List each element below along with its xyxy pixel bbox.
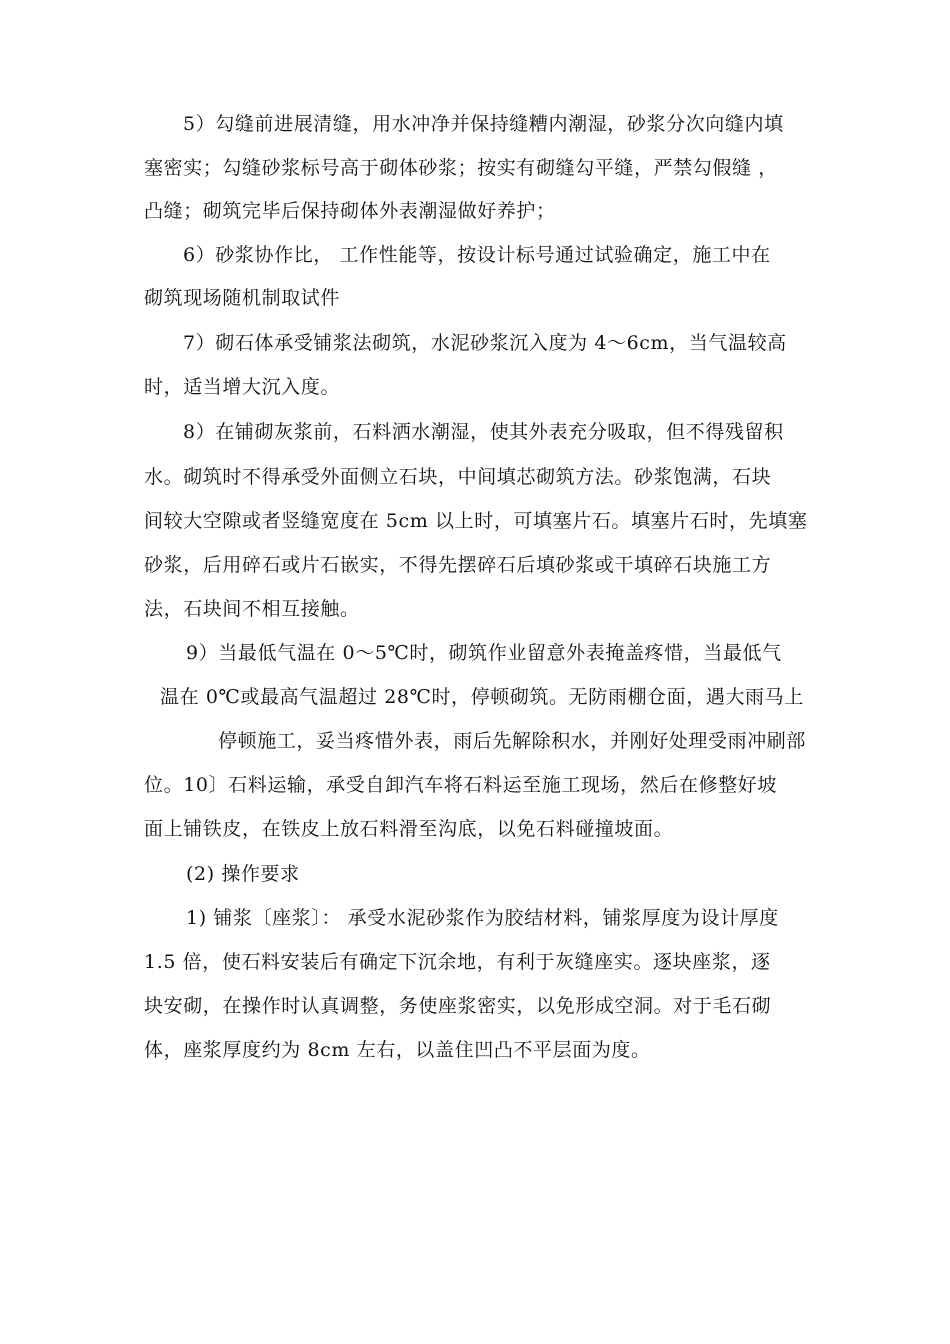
text-line: 凸缝；砌筑完毕后保持砌体外表潮湿做好养护； <box>144 200 556 222</box>
text-line: 砂浆，后用碎石或片石嵌实，不得先摆碎石后填砂浆或干填碎石块施工方 <box>144 554 772 576</box>
text-line: 间较大空隙或者竖缝宽度在 5cm 以上时，可填塞片石。填塞片石时，先填塞 <box>144 510 808 532</box>
text-line: 8）在铺砌灰浆前，石料洒水潮湿，使其外表充分吸取，但不得残留积 <box>183 421 784 443</box>
text-line: 1) 铺浆〔座浆〕： 承受水泥砂浆作为胶结材料，铺浆厚度为设计厚度 <box>186 907 779 929</box>
section-heading: (2) 操作要求 <box>186 863 300 885</box>
text-line: 9）当最低气温在 0～5℃时，砌筑作业留意外表掩盖疼惜，当最低气 <box>186 642 782 664</box>
text-line: 砌筑现场随机制取试件 <box>144 287 341 309</box>
text-line: 面上铺铁皮，在铁皮上放石料滑至沟底，以免石料碰撞坡面。 <box>144 818 674 840</box>
text-line: 水。砌筑时不得承受外面侧立石块，中间填芯砌筑方法。砂浆饱满，石块 <box>144 466 772 488</box>
text-line: 位。10〕石料运输，承受自卸汽车将石料运至施工现场，然后在修整好坡 <box>144 774 777 796</box>
text-line: 1.5 倍，使石料安装后有确定下沉余地，有利于灰缝座实。逐块座浆，逐 <box>144 951 771 973</box>
text-line: 停顿施工，妥当疼惜外表，雨后先解除积水，并刚好处理受雨冲刷部 <box>218 730 807 752</box>
text-line: 6）砂浆协作比， 工作性能等，按设计标号通过试验确定，施工中在 <box>183 244 771 266</box>
text-line: 7）砌石体承受铺浆法砌筑，水泥砂浆沉入度为 4～6cm，当气温较高 <box>183 332 787 354</box>
text-line: 块安砌，在操作时认真调整，务使座浆密实，以免形成空洞。对于毛石砌 <box>144 995 772 1017</box>
text-line: 时，适当增大沉入度。 <box>144 376 341 398</box>
text-line: 温在 0℃或最高气温超过 28℃时，停顿砌筑。无防雨棚仓面，遇大雨马上 <box>160 686 804 708</box>
text-line: 塞密实；勾缝砂浆标号高于砌体砂浆；按实有砌缝勾平缝，严禁勾假缝 ， <box>144 157 778 179</box>
text-line: 法，石块间不相互接触。 <box>144 598 360 620</box>
text-line: 5）勾缝前进展清缝，用水冲净并保持缝糟内潮湿，砂浆分次向缝内填 <box>183 113 784 135</box>
text-line: 体，座浆厚度约为 8cm 左右，以盖住凹凸不平层面为度。 <box>144 1039 651 1061</box>
